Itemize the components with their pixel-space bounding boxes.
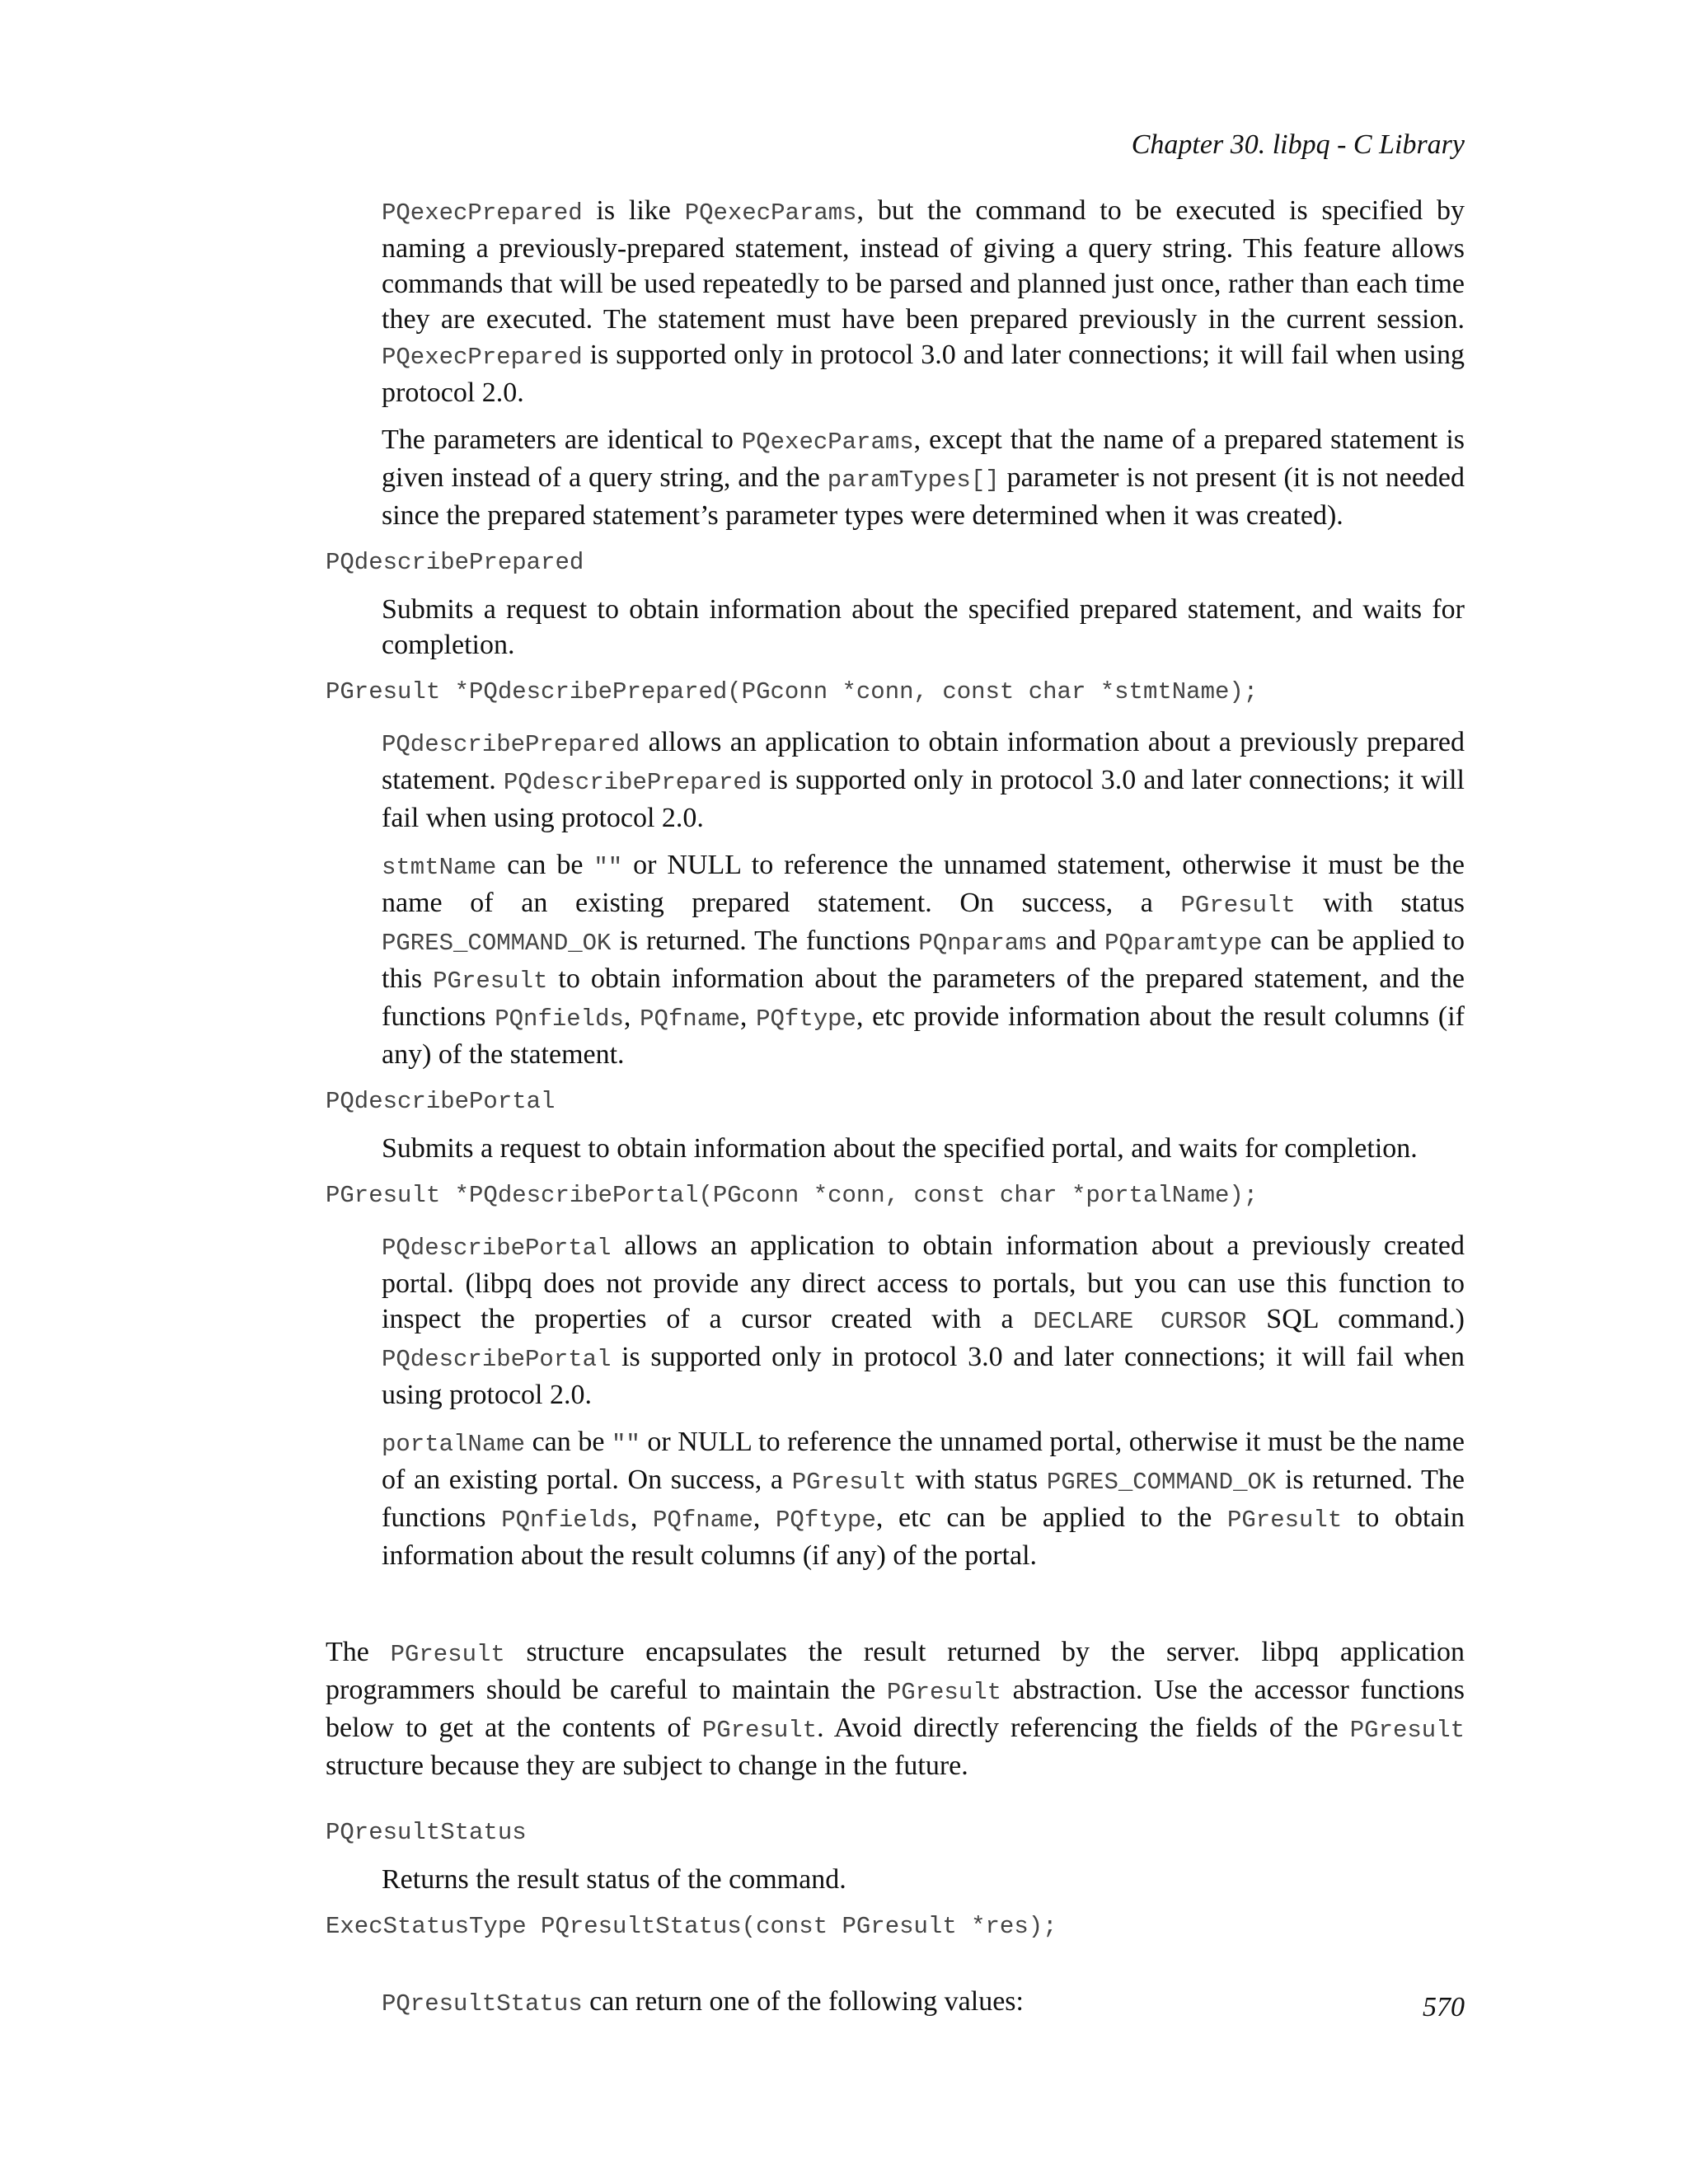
code-term: PQdescribePortal <box>382 1346 612 1373</box>
code-term: PQfname <box>640 1005 740 1033</box>
code-term: PQftype <box>776 1507 876 1534</box>
paragraph-describe-portal-summary: Submits a request to obtain information about the specified portal, and waits for completion. <box>382 1133 1418 1164</box>
code-term: PGresult <box>1180 892 1296 919</box>
code-term: portalName <box>382 1431 526 1458</box>
section-spacer <box>326 1959 1465 1984</box>
code-term: PGresult <box>886 1679 1002 1706</box>
function-term-describe-prepared: PQdescribePrepared <box>326 549 584 576</box>
paragraph-result-status-values: PQresultStatus can return one of the following values: <box>382 1986 1024 2018</box>
code-term: DECLARE CURSOR <box>1033 1308 1247 1335</box>
code-signature-result-status: ExecStatusType PQresultStatus(const PGresult *res); <box>326 1913 1057 1940</box>
code-term: PQresultStatus <box>382 1990 583 2018</box>
code-signature-describe-prepared: PGresult *PQdescribePrepared(PGconn *conn, const char *stmtName); <box>326 678 1259 705</box>
paragraph-exec-prepared-parameters: The parameters are identical to PQexecParams, except that the name of a prepared statement is given instead of a query string, and the paramTypes[] parameter is not present (it is not needed since the prepared statement’s parameter types were determined when it was created). <box>382 424 1465 531</box>
code-term: PQdescribePrepared <box>382 731 640 758</box>
code-term: PQexecPrepared <box>382 344 583 371</box>
section-spacer <box>326 1585 1465 1634</box>
function-term-describe-portal: PQdescribePortal <box>326 1088 556 1115</box>
code-term: PGresult <box>791 1469 907 1496</box>
code-term: PGRES_COMMAND_OK <box>1046 1469 1277 1496</box>
page-number: 570 <box>1423 1992 1465 2022</box>
paragraph-pgresult-intro: The PGresult structure encapsulates the result returned by the server. libpq application programmers should be careful to maintain the PGresult abstraction. Use the accessor functions below to get at the contents of PGresult. Avoid directly referencing the fields of the PGresult structure because they are subject to change in the future. <box>326 1637 1465 1781</box>
page-content <box>326 193 1465 2033</box>
code-term: PQftype <box>756 1005 856 1033</box>
code-term: PQdescribePortal <box>382 1235 612 1262</box>
paragraph-describe-prepared-summary: Submits a request to obtain information about the specified prepared statement, and waits for completion. <box>382 594 1465 660</box>
section-spacer <box>326 1795 1465 1813</box>
code-term: PGresult <box>1227 1507 1343 1534</box>
function-term-result-status: PQresultStatus <box>326 1819 527 1846</box>
paragraph-describe-portal-portalname: portalName can be "" or NULL to reference the unnamed portal, otherwise it must be the name of an existing portal. On success, a PGresult with status PGRES_COMMAND_OK is returned. The functions PQnfields, PQfname, PQftype, etc can be applied to the PGresult to obtain information about the result columns (if any) of the portal. <box>382 1427 1465 1571</box>
code-term: PQdescribePrepared <box>503 769 762 796</box>
code-term: PGRES_COMMAND_OK <box>382 930 612 957</box>
code-term: PGresult <box>433 968 548 995</box>
paragraph-result-status-summary: Returns the result status of the command. <box>382 1864 846 1895</box>
running-header: Chapter 30. libpq - C Library <box>1131 129 1465 160</box>
code-term: PQexecParams <box>741 429 914 456</box>
code-term: PQexecPrepared <box>382 199 583 227</box>
code-term: PGresult <box>701 1717 818 1744</box>
code-term: paramTypes[] <box>827 466 1000 494</box>
code-term: "" <box>593 854 623 881</box>
code-term: PQnparams <box>918 930 1048 957</box>
code-signature-describe-portal: PGresult *PQdescribePortal(PGconn *conn, const char *portalName); <box>326 1182 1259 1209</box>
code-term: PQexecParams <box>684 199 857 227</box>
code-term: stmtName <box>382 854 497 881</box>
paragraph-describe-prepared-stmtname: stmtName can be "" or NULL to reference the unnamed statement, otherwise it must be the name of an existing prepared statement. On success, a PGresult with status PGRES_COMMAND_OK is returned. The functions PQnparams and PQparamtype can be applied to this PGresult to obtain information about the parameters of the prepared statement, and the functions PQnfields, PQfname, PQftype, etc provide information about the result columns (if any) of the statement. <box>382 850 1465 1070</box>
code-term: PGresult <box>390 1641 505 1668</box>
paragraph-describe-portal-usage: PQdescribePortal allows an application to obtain information about a previously created portal. (libpq does not provide any direct access to portals, but you can use this function to inspect the properties of a cursor created with a DECLARE CURSOR SQL command.) PQdescribePortal is supported only in protocol 3.0 and later connections; it will fail when using protocol 2.0. <box>382 1230 1465 1410</box>
code-term: PQnfields <box>501 1507 631 1534</box>
code-term: PQparamtype <box>1104 930 1263 957</box>
paragraph-exec-prepared-description: PQexecPrepared is like PQexecParams, but the command to be executed is specified by naming a previously-prepared statement, instead of giving a query string. This feature allows commands that will be used repeatedly to be parsed and planned just once, rather than each time they are executed. The statement must have been prepared previously in the current session. PQexecPrepared is supported only in protocol 3.0 and later connections; it will fail when using protocol 2.0. <box>382 195 1465 408</box>
code-term: PGresult <box>1349 1717 1465 1744</box>
code-term: PQfname <box>653 1507 753 1534</box>
paragraph-describe-prepared-usage: PQdescribePrepared allows an application to obtain information about a previously prepared statement. PQdescribePrepared is supported only in protocol 3.0 and later connections; it will fail when using protocol 2.0. <box>382 727 1465 833</box>
code-term: PQnfields <box>495 1005 624 1033</box>
code-term: "" <box>611 1431 640 1458</box>
